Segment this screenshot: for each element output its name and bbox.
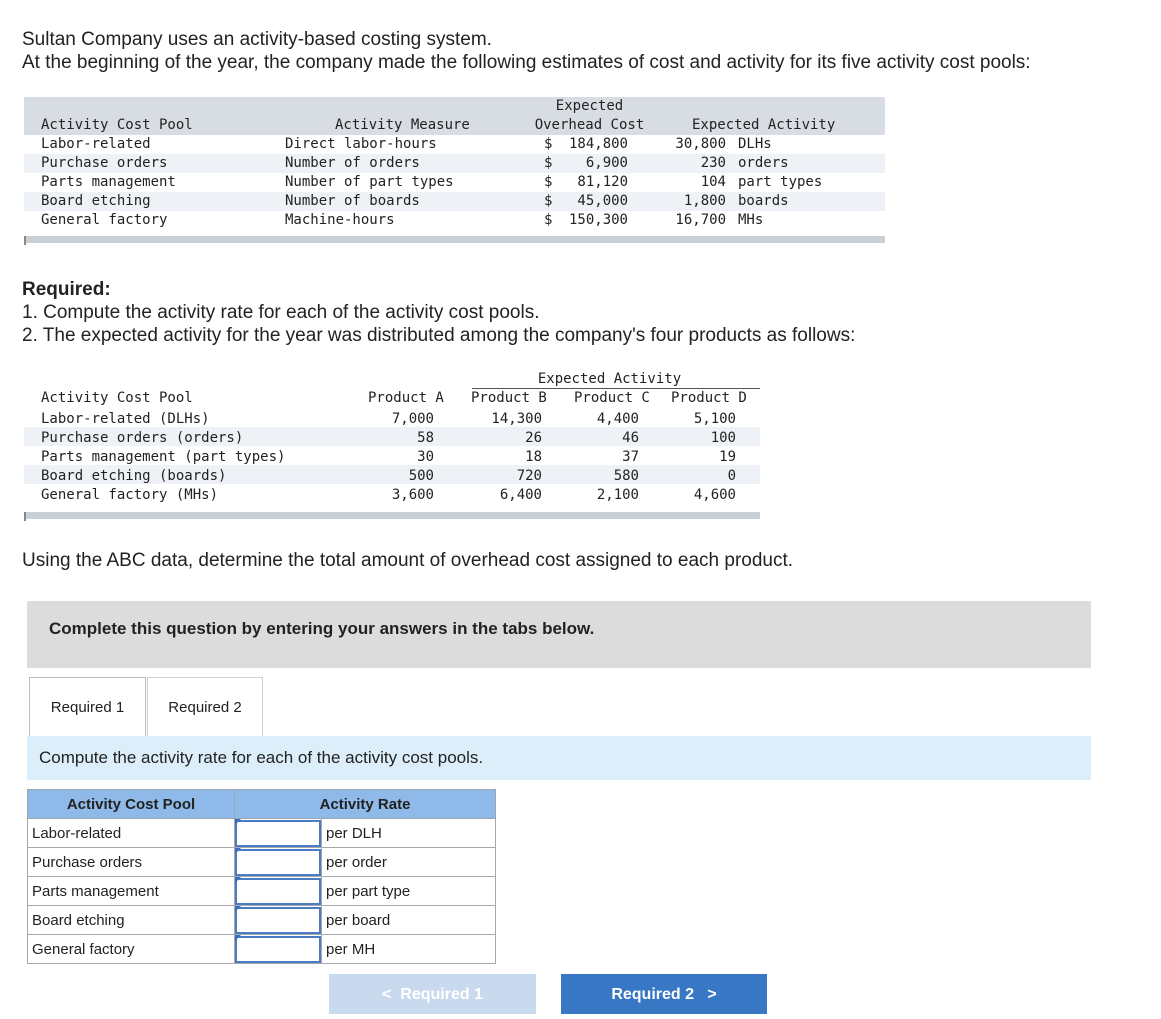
required-item-1: 1. Compute the activity rate for each of the activity cost pools. — [22, 302, 540, 323]
input-flag-icon — [235, 935, 241, 941]
pool-label: Labor-related — [28, 819, 235, 848]
input-flag-icon — [235, 906, 241, 912]
header-activity-rate: Activity Rate — [235, 790, 496, 819]
cost-pool-estimates-table: Activity Cost Pool Activity Measure Expected Overhead Cost Expected Activity Labor-related Direct labor-hours $ 184,800 30,800 DLHs Purchase orders Number of orders $ 6,900 230 orders Parts management Number of part types $ 81,120 104 part types Board etching Number of boards $ 45,000 1,800 boards General factory Machine-hours $ 150,300 16,700 MHs — [24, 97, 885, 245]
pool-label: Board etching — [28, 906, 235, 935]
purchase-orders-rate-input[interactable] — [235, 849, 321, 876]
table-row — [28, 935, 496, 964]
rate-unit: per order — [322, 848, 496, 877]
header-product-c: Product C — [574, 390, 650, 406]
table-row — [28, 877, 496, 906]
parts-management-rate-input[interactable] — [235, 878, 321, 905]
rate-unit: per part type — [322, 877, 496, 906]
tab-required-2[interactable]: Required 2 — [147, 677, 263, 736]
intro-line-2: At the beginning of the year, the company made the following estimates of cost and activity for its five activity cost pools: — [22, 52, 1031, 73]
required-item-2: 2. The expected activity for the year was distributed among the company's four products as follows: — [22, 325, 856, 346]
pool-label: Parts management — [28, 877, 235, 906]
header-expected-activity: Expected Activity — [692, 117, 836, 133]
problem-intro — [22, 28, 1031, 74]
table-scrollbar — [24, 512, 760, 519]
header-product-b: Product B — [471, 390, 547, 406]
next-required-2-button[interactable]: Required 2 > — [561, 974, 767, 1014]
rate-unit: per board — [322, 906, 496, 935]
header-activity-cost-pool: Activity Cost Pool — [41, 390, 193, 406]
pool-label: Purchase orders — [28, 848, 235, 877]
header-product-d: Product D — [671, 390, 747, 406]
abc-question-text: Using the ABC data, determine the total amount of overhead cost assigned to each product. — [22, 550, 794, 571]
header-product-a: Product A — [368, 390, 444, 406]
previous-required-1-button[interactable]: < Required 1 — [329, 974, 536, 1014]
input-flag-icon — [235, 848, 241, 854]
header-expected-line1: Expected — [555, 98, 624, 114]
header-activity-cost-pool: Activity Cost Pool — [41, 117, 193, 133]
table-row — [28, 819, 496, 848]
labor-related-rate-input[interactable] — [235, 820, 321, 847]
tab-required-1[interactable]: Required 1 — [29, 677, 146, 736]
required-section — [22, 278, 855, 347]
tab-instruction: Compute the activity rate for each of the activity cost pools. — [27, 736, 1091, 780]
input-flag-icon — [235, 877, 241, 883]
header-activity-measure: Activity Measure — [335, 117, 470, 133]
chevron-right-icon: > — [694, 986, 717, 1003]
header-expected-activity: Expected Activity — [537, 371, 682, 387]
board-etching-rate-input[interactable] — [235, 907, 321, 934]
table-row — [28, 906, 496, 935]
general-factory-rate-input[interactable] — [235, 936, 321, 963]
header-overhead-cost: Overhead Cost — [534, 117, 645, 133]
rate-unit: per MH — [322, 935, 496, 964]
instructions-banner — [27, 601, 1091, 668]
required-heading: Required: — [22, 279, 111, 300]
chevron-left-icon: < — [382, 986, 401, 1003]
table-row — [28, 848, 496, 877]
instructions-banner-text: Complete this question by entering your answers in the tabs below. — [49, 619, 595, 638]
activity-rate-answer-table — [27, 789, 496, 964]
table-scrollbar — [24, 236, 885, 243]
intro-line-1: Sultan Company uses an activity-based costing system. — [22, 29, 492, 50]
product-activity-table: Expected Activity Activity Cost Pool Product A Product B Product C Product D Labor-related (DLHs) 7,000 14,300 4,400 5,100 Purchase orders (orders) 58 26 46 100 Parts management (part types) 30 18 37 19 Board etching (boards) 500 720 580 0 General factory (MHs) 3,600 6,400 2,100 4,600 — [24, 370, 760, 520]
header-activity-cost-pool: Activity Cost Pool — [28, 790, 235, 819]
input-flag-icon — [235, 819, 241, 825]
pool-label: General factory — [28, 935, 235, 964]
rate-unit: per DLH — [322, 819, 496, 848]
